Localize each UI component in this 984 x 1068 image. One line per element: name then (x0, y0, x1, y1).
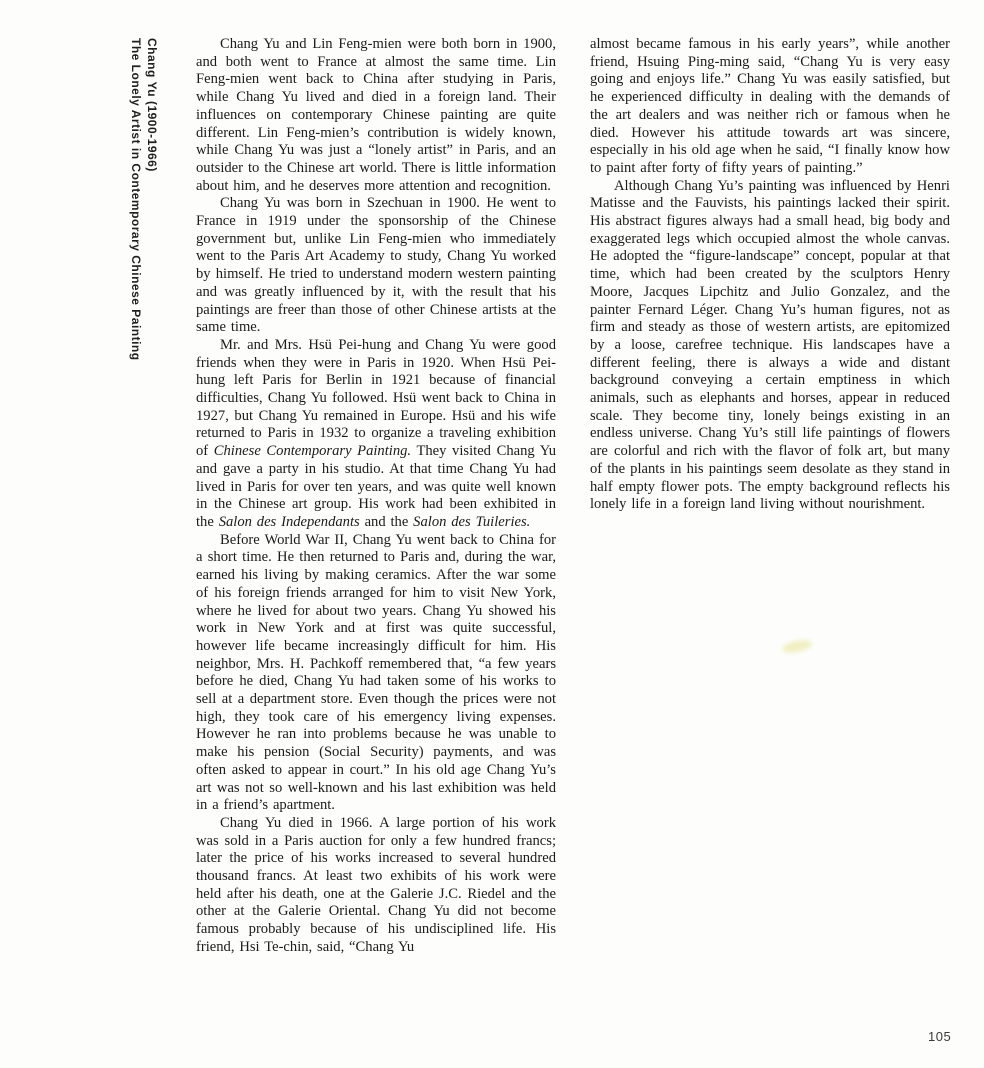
paragraph (196, 815, 556, 957)
vertical-margin-title (128, 38, 160, 361)
text-run: They visited Chang Yu and gave a party in his studio. At that time Chang Yu had lived in Paris for over ten years, and was quite well known in the Chinese art group. His work had been exhibited in the (196, 443, 556, 530)
italic-text-run: Chinese Contemporary Painting. (213, 443, 412, 460)
paragraph (196, 337, 556, 532)
paragraph (196, 195, 556, 337)
paragraph (590, 178, 950, 514)
text-run: Chang Yu died in 1966. A large portion of his work was sold in a Paris auction for only a few hundred francs; later the price of his works increased to several hundred thousand francs. At least two exhibits of his work were held after his death, one at the Galerie J.C. Riedel and the other at the Galerie Oriental. Chang Yu did not become famous probably because of his undisciplined life. His friend, Hsi Te-chin, said, “Chang Yu (196, 814, 556, 955)
text-run: Chang Yu and Lin Feng-mien were both born in 1900, and both went to France at almost the same time. Lin Feng-mien went back to China after studying in Paris, while Chang Yu lived and died in a foreign land. Their influences on contemporary Chinese painting are quite different. Lin Feng-mien’s contribution is widely known, while Chang Yu was just a “lonely artist” in Paris, and an outsider to the Chinese art world. There is little information about him, and he deserves more attention and recognition. (196, 36, 556, 194)
text-run: Chang Yu was born in Szechuan in 1900. He went to France in 1919 under the sponsorship of the Chinese government but, unlike Lin Feng-mien who immediately went to the Paris Art Academy to study, Chang Yu worked by himself. He tried to understand modern western painting and was greatly influenced by it, with the result that his paintings are freer than those of other Chinese artists at the same time. (196, 195, 556, 336)
paragraph (196, 532, 556, 815)
page-title: Chang Yu (1900-1966) (145, 38, 159, 172)
text-run: Although Chang Yu’s painting was influenced by Henri Matisse and the Fauvists, his paintings lacked their spirit. His abstract figures always had a small head, big body and exaggerated legs which occupied almost the whole canvas. He adopted the “figure-landscape” concept, popular at that time, which had been created by the sculptors Henry Moore, Jacques Lipchitz and Julio Gonzalez, and the painter Fernard Léger. Chang Yu’s human figures, not as firm and steady as those of western artists, are epitomized by a loose, carefree technique. His landscapes have a different feeling, there is always a wide and distant background conveying a certain emptiness in which animals, such as elephants and horses, appear in reduced scale. They become tiny, lonely beings existing in an endless universe. Chang Yu’s still life paintings of flowers are colorful and rich with the flavor of folk art, but many of the plants in his paintings seem desolate as they stand in half empty flower pots. The empty background reflects his lonely life in a foreign land living without nourishment. (590, 177, 950, 513)
paper-smudge (781, 638, 813, 655)
paragraph (196, 36, 556, 195)
italic-text-run: Salon des Tuileries. (413, 513, 531, 530)
text-run: almost became famous in his early years”, while another friend, Hsuing Ping-ming said, “Chang Yu is very easy going and enjoys life.” Chang Yu was easily satisfied, but he experienced difficulty in dealing with the demands of the art dealers and was neither rich or famous when he died. However his attitude towards art was sincere, especially in his old age when he said, “I finally know how to paint after forty of fifty years of painting.” (590, 36, 950, 176)
paragraph (590, 36, 950, 178)
text-run: and the (359, 513, 414, 530)
text-run: Before World War II, Chang Yu went back to China for a short time. He then returned to Paris and, during the war, earned his living by making ceramics. After the war some of his foreign friends arranged for him to visit New York, where he lived for about two years. Chang Yu showed his work in New York and at first was quite successful, however life became increasingly difficult for him. His neighbor, Mrs. H. Pachkoff remembered that, “a few years before he died, Chang Yu had taken some of his works to sell at a department store. Even though the prices were not high, they took care of his emergency living expenses. However he ran into problems because he was unable to make his pension (Social Security) payments, and was often asked to appear in court.” In his old age Chang Yu’s art was not so well-known and his last exhibition was held in a friend’s apartment. (196, 531, 556, 814)
italic-text-run: Salon des Independants (218, 513, 360, 530)
text-run: Mr. and Mrs. Hsü Pei-hung and Chang Yu were good friends when they were in Paris in 1920. When Hsü Pei-hung left Paris for Berlin in 1921 because of financial difficulties, Chang Yu followed. Hsü went back to China in 1927, but Chang Yu remained in Europe. Hsü and his wife returned to Paris in 1932 to organize a traveling exhibition of (196, 336, 556, 460)
right-text-column (590, 36, 950, 514)
page-subtitle: The Lonely Artist in Contemporary Chinese Painting (129, 38, 143, 361)
left-text-column (196, 36, 556, 957)
page-number: 105 (928, 1029, 952, 1044)
